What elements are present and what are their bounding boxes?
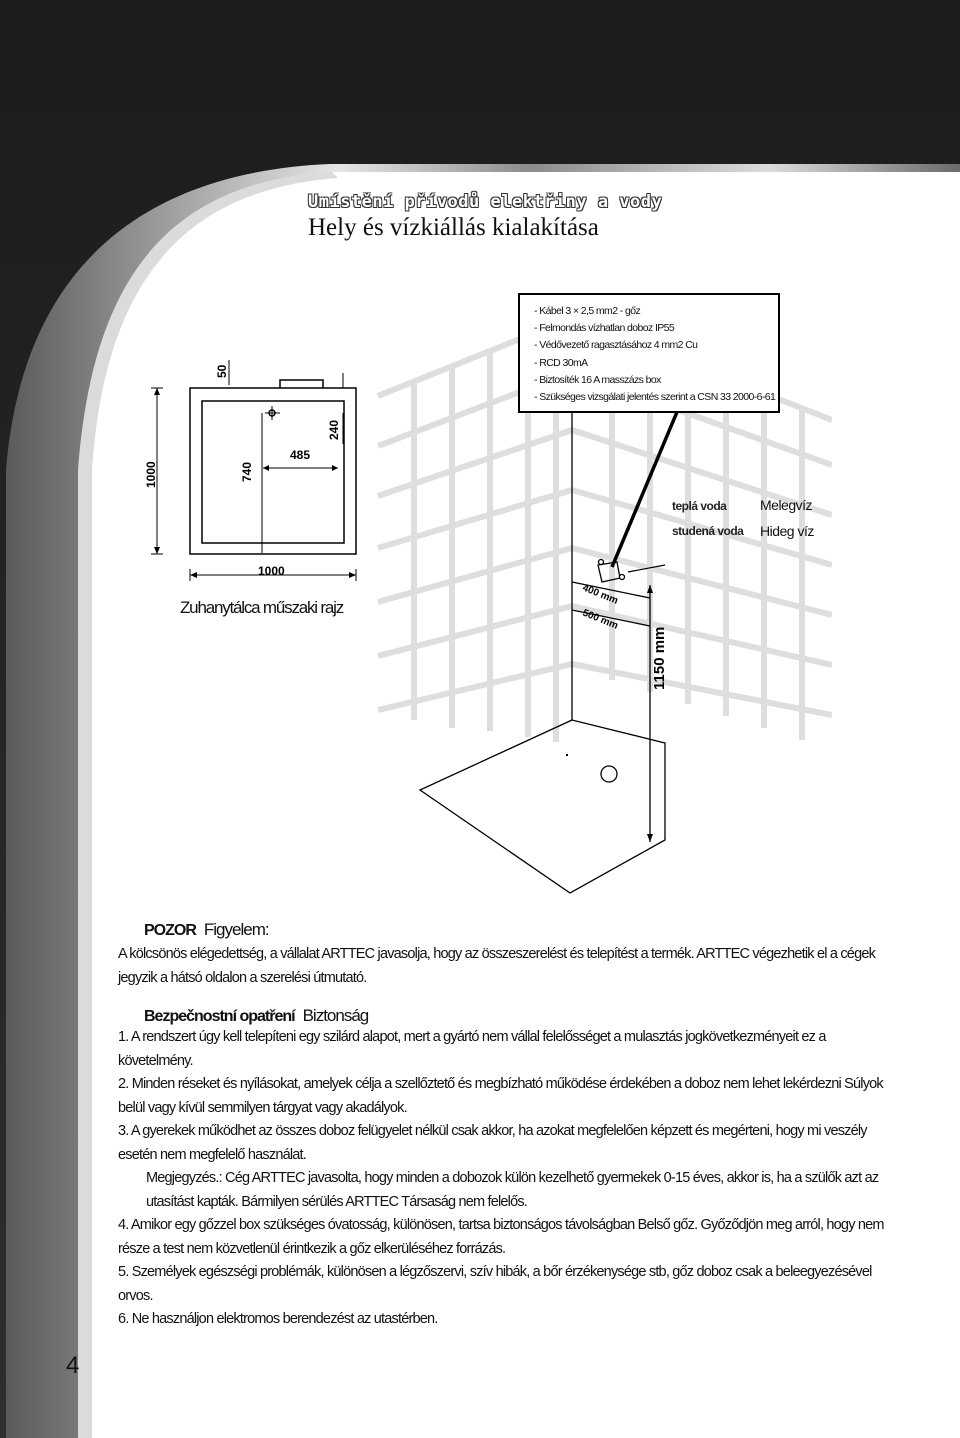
requirement-item: - Felmondás vízhatlan doboz IP55	[534, 322, 675, 335]
dim-1000-height: 1000	[144, 461, 158, 488]
dim-400mm: 400 mm	[580, 582, 620, 607]
safety-heading	[144, 1006, 898, 1026]
warning-heading-cz: POZOR	[144, 922, 196, 939]
warm-water-label-hu: Melegvíz	[760, 497, 813, 513]
instructions-text	[118, 920, 898, 1332]
warm-water-label-cz: teplá voda	[672, 499, 727, 513]
warning-heading	[144, 920, 898, 940]
cold-water-label-cz: studená voda	[672, 524, 744, 538]
page-number: 4	[66, 1352, 80, 1379]
page-titles	[308, 192, 662, 242]
safety-item: 6. Ne használjon elektromos berendezést az utastérben.	[118, 1311, 438, 1327]
title-hungarian: Hely és vízkiállás kialakítása	[308, 214, 599, 241]
dim-1000-width: 1000	[258, 564, 285, 578]
safety-note: Megjegyzés.: Cég ARTTEC javasolta, hogy minden a dobozok külön kezelhető gyermekek 0-15 éves, akkor is, ha a szülők azt az utasítást kapták. Bármilyen sérülés ARTTEC Társaság nem felelős.	[146, 1170, 879, 1210]
dim-740: 740	[240, 461, 254, 482]
requirement-item: - Védővezető ragasztásához 4 mm2 Cu	[534, 339, 698, 352]
warning-text: A kölcsönös elégedettség, a vállalat ARTTEC javasolja, hogy az összeszerelést és telepítést a termék. ARTTEC végezhetik el a cégek jegyzik a hátsó oldalon a szerelési útmutató.	[118, 946, 876, 986]
cold-water-label-hu: Hideg víz	[760, 523, 814, 539]
shower-tray-drawing	[135, 355, 365, 595]
safety-item: 3. A gyerekek működhet az összes doboz felügyelet nélkül csak akkor, ha azokat megfelelően képzett és megérteni, hogy mi veszély esetén nem megfelelő használat.	[118, 1123, 867, 1163]
requirement-item: - RCD 30mA	[534, 356, 588, 369]
requirements-box	[518, 293, 780, 413]
dim-500mm: 500 mm	[580, 607, 620, 632]
safety-heading-hu: Biztonság	[302, 1006, 369, 1025]
safety-item: 2. Minden réseket és nyílásokat, amelyek célja a szellőztető és megbízható működése érdekében a doboz nem lehet lekérdezni Súlyok belül vagy kívül semmilyen tárgyat vagy akadályok.	[118, 1076, 883, 1116]
requirement-item: - Biztosíték 16 A masszázs box	[534, 373, 661, 386]
dim-240: 240	[327, 419, 341, 440]
title-czech: Umístění přívodů elektřiny a vody	[308, 192, 663, 212]
dim-1150mm: 1150 mm	[651, 626, 668, 690]
dim-485: 485	[290, 448, 311, 462]
tray-drawing-caption: Zuhanytálca műszaki rajz	[180, 598, 343, 617]
safety-item: 1. A rendszert úgy kell telepíteni egy szilárd alapot, mert a gyártó nem vállal felelősséget a mulasztás jogkövetkezményeit ez a követelmény.	[118, 1029, 826, 1069]
dim-50: 50	[215, 364, 229, 378]
safety-item: 5. Személyek egészségi problémák, különösen a légzőszervi, szív hibák, a bőr érzékenysége stb, gőz doboz csak a beleegyezésével orvos.	[118, 1264, 872, 1304]
requirement-item: - Kábel 3 × 2,5 mm2 - gőz	[534, 305, 641, 317]
warning-heading-hu: Figyelem:	[203, 920, 269, 939]
safety-item: 4. Amikor egy gőzzel box szükséges óvatosság, különösen, tartsa biztonságos távolságban Belső gőz. Győződjön meg arról, hogy nem része a test nem közvetlenül érintkezik a gőz elkerüléséhez forrázás.	[118, 1217, 884, 1257]
requirement-item: - Szükséges vizsgálati jelentés szerint a CSN 33 2000-6-61	[534, 391, 776, 404]
safety-heading-cz: Bezpečnostní opatření	[144, 1008, 295, 1025]
